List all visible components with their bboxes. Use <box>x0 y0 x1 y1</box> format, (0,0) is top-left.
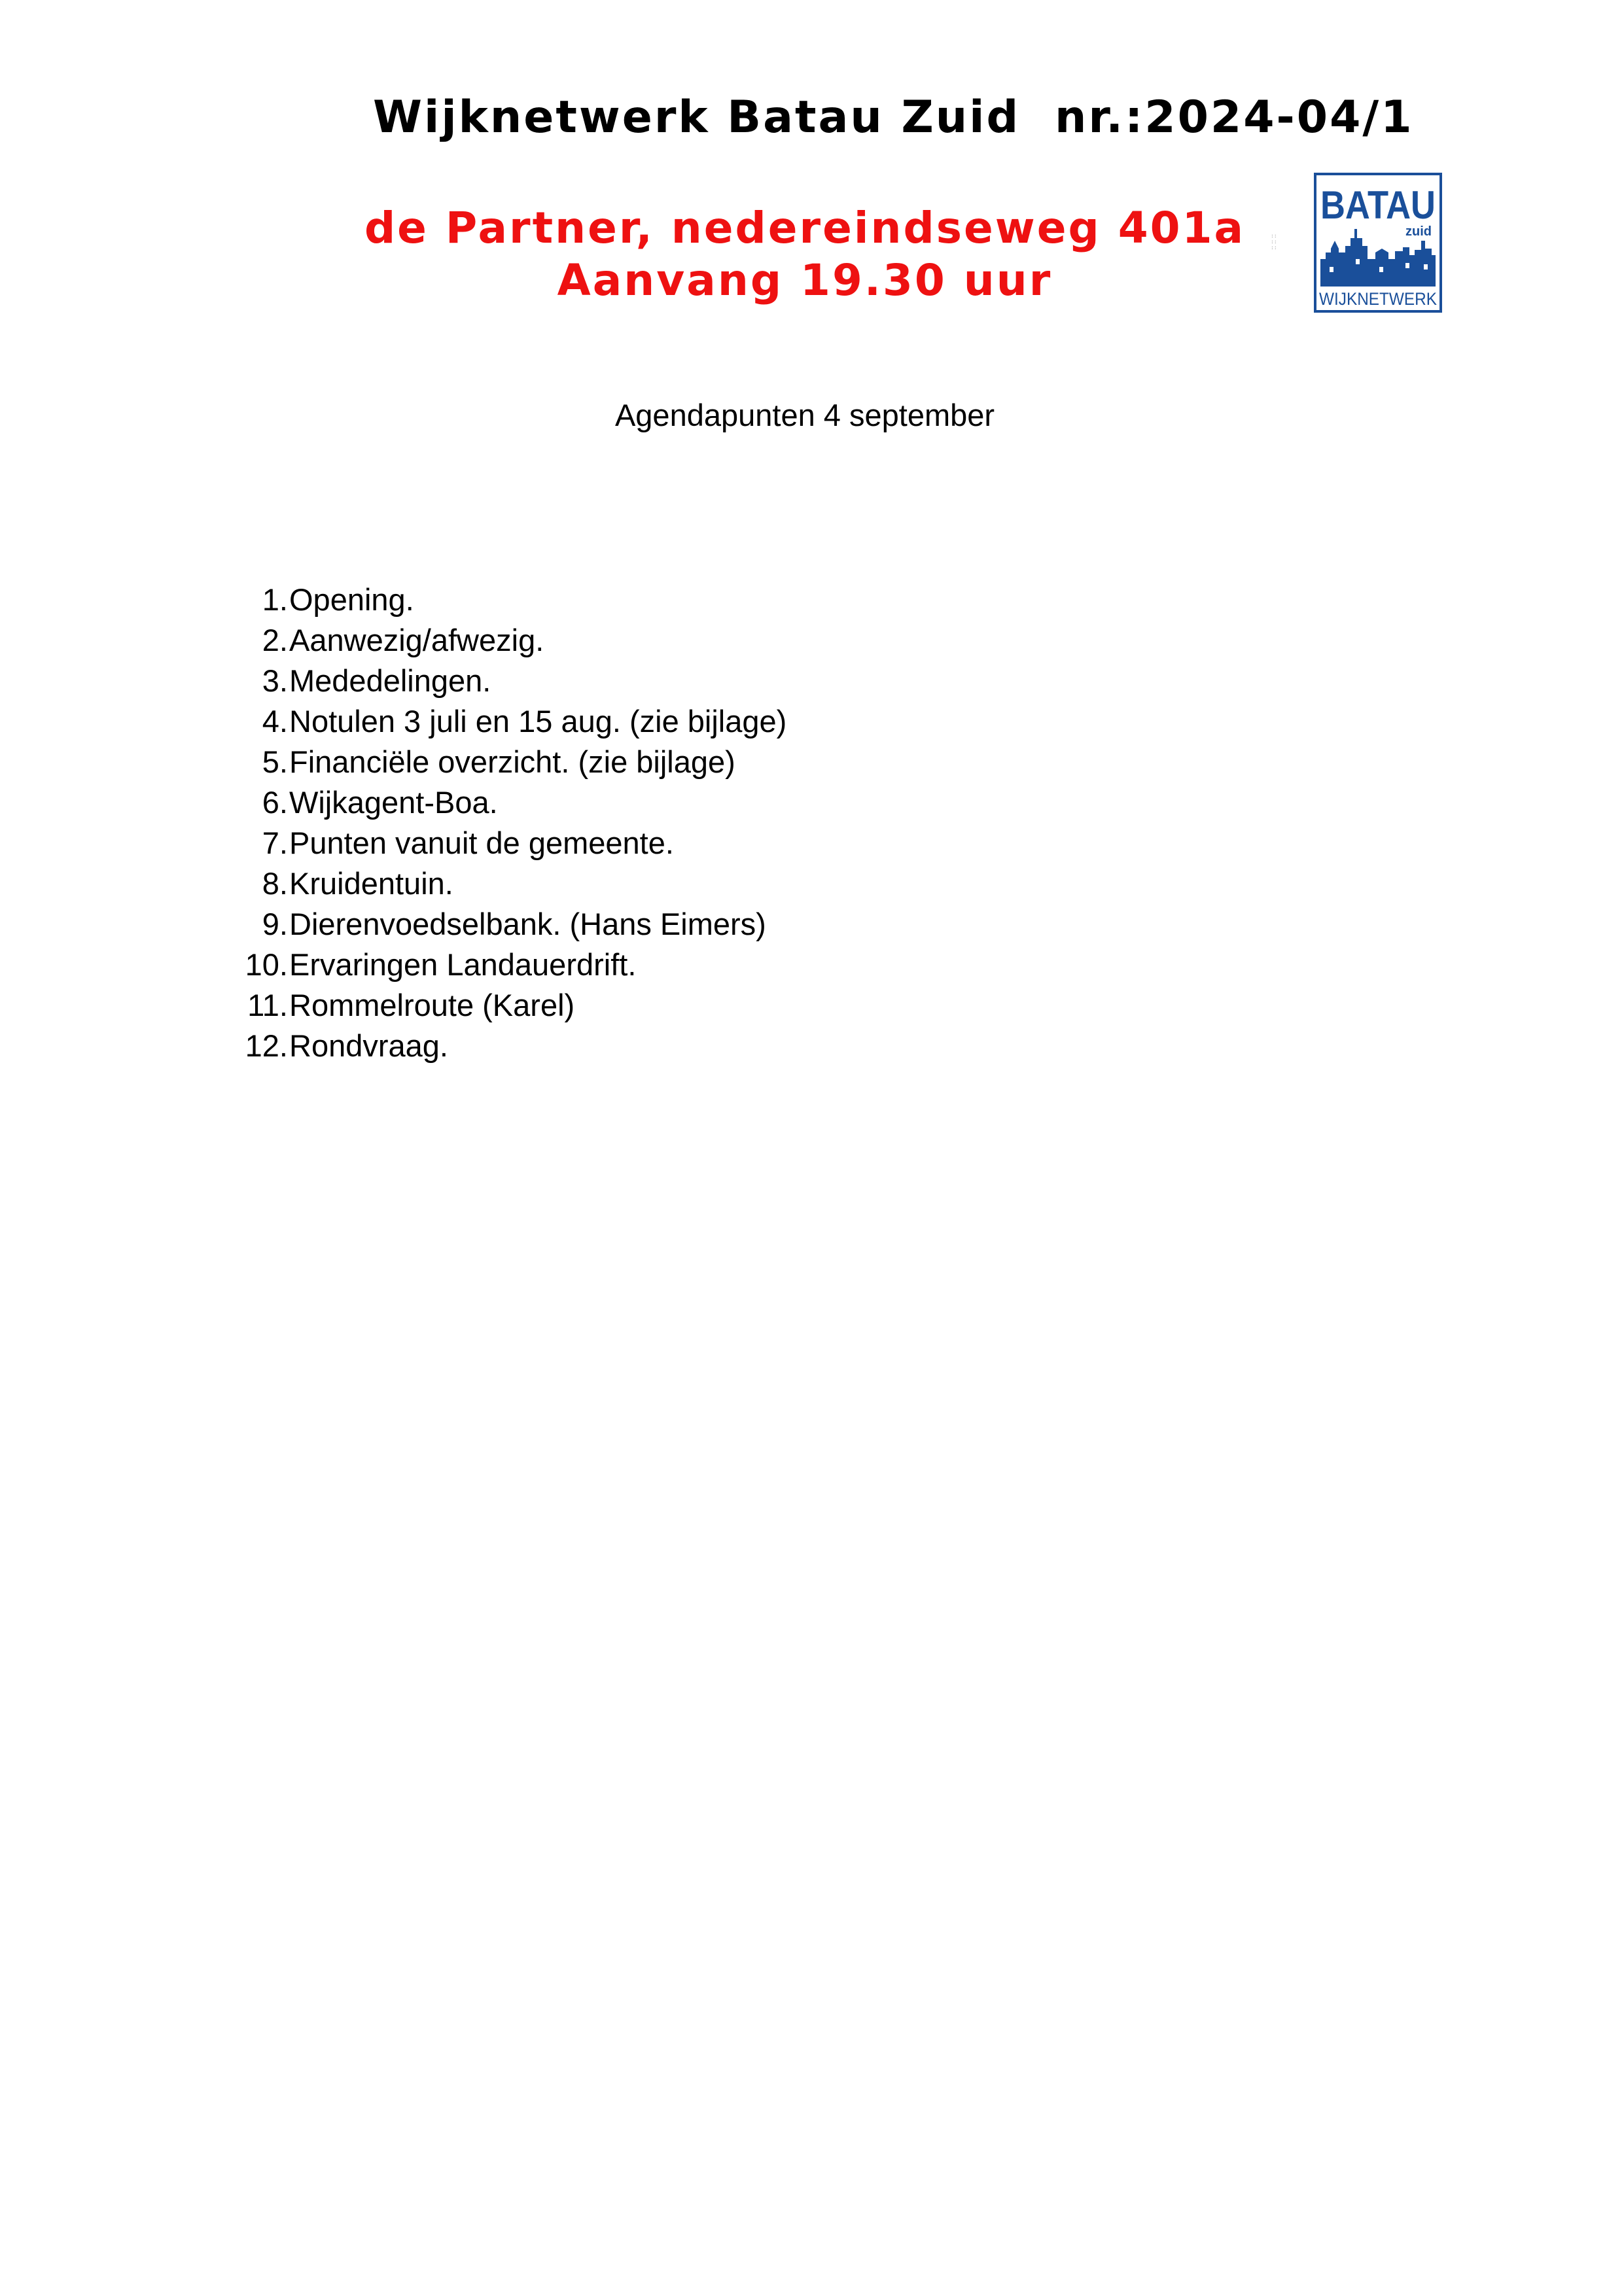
agenda-item <box>237 742 735 782</box>
agenda-item-number: 11. <box>247 988 288 1022</box>
agenda-item <box>237 863 453 904</box>
agenda-item-text: Financiële overzicht. (zie bijlage) <box>289 744 735 779</box>
agenda-item-number: 9. <box>262 907 288 941</box>
agenda-item-text: Opening. <box>289 582 414 617</box>
document-number: nr.:2024-04/1 <box>1055 92 1414 143</box>
agenda-item-text: Wijkagent-Boa. <box>289 785 498 820</box>
organization-title: Wijknetwerk Batau Zuid <box>373 92 1021 143</box>
agenda-item-text: Rondvraag. <box>289 1028 448 1063</box>
agenda-item <box>237 661 491 701</box>
agenda-item-text: Dierenvoedselbank. (Hans Eimers) <box>289 907 766 941</box>
agenda-item-text: Punten vanuit de gemeente. <box>289 826 674 860</box>
agenda-item <box>237 620 544 661</box>
venue-address: de Partner, nedereindseweg 401a <box>364 203 1246 253</box>
agenda-item <box>237 580 414 620</box>
agenda-item-text: Rommelroute (Karel) <box>289 988 575 1022</box>
agenda-item-number: 8. <box>262 866 288 901</box>
agenda-item <box>237 985 575 1026</box>
agenda-item-number: 12. <box>245 1028 288 1063</box>
start-time: Aanvang 19.30 uur <box>557 255 1053 305</box>
agenda-item-number: 3. <box>262 663 288 698</box>
agenda-item <box>237 701 787 742</box>
agenda-item-text: Notulen 3 juli en 15 aug. (zie bijlage) <box>289 704 787 739</box>
agenda-item <box>237 782 498 823</box>
small-image-placeholder-icon: :: :: :: <box>1271 233 1277 251</box>
agenda-item <box>237 904 766 945</box>
agenda-item-text: Mededelingen. <box>289 663 491 698</box>
agenda-item-text: Kruidentuin. <box>289 866 453 901</box>
agenda-item-number: 6. <box>262 785 288 820</box>
agenda-item-number: 1. <box>262 582 288 617</box>
agenda-item-number: 2. <box>262 623 288 657</box>
batau-wijknetwerk-logo <box>1314 173 1442 313</box>
agenda-item-number: 7. <box>262 826 288 860</box>
agenda-item <box>237 1026 448 1066</box>
logo-main-text: BATAU <box>1320 183 1436 227</box>
logo-bottom-text: WIJKNETWERK <box>1319 289 1437 309</box>
agenda-heading: Agendapunten 4 september <box>614 398 995 432</box>
logo-sub-text: zuid <box>1405 224 1432 239</box>
agenda-item-number: 5. <box>262 744 288 779</box>
agenda-item-text: Aanwezig/afwezig. <box>289 623 544 657</box>
agenda-item-number: 10. <box>245 947 288 982</box>
agenda-item <box>237 945 637 985</box>
agenda-item-number: 4. <box>262 704 288 739</box>
agenda-list <box>237 580 787 1066</box>
agenda-item <box>237 823 674 863</box>
agenda-item-text: Ervaringen Landauerdrift. <box>289 947 637 982</box>
